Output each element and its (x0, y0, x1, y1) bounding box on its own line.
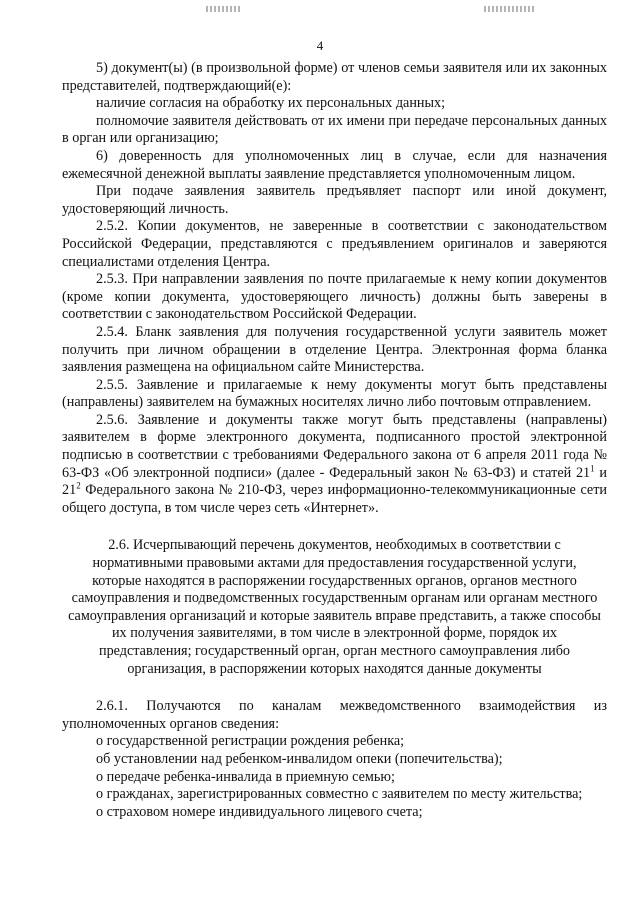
page-number: 4 (316, 38, 324, 53)
list-item: о страховом номере индивидуального лицевого счета; (96, 803, 423, 820)
paragraph-2-5-4: 2.5.4. Бланк заявления для получения государственной услуги заявитель может получить при личном обращении в отделение Центра. Электронная форма бланка заявления размещена на официальном сайте Министерства. (62, 323, 607, 376)
list-item: о гражданах, зарегистрированных совместно с заявителем по месту жительства; (96, 786, 583, 803)
paragraph-2-6-1: 2.6.1. Получаются по каналам межведомственного взаимодействия из уполномоченных органов сведения: (62, 698, 607, 732)
paragraph-item-6: 6) доверенность для уполномоченных лиц в случае, если для назначения ежемесячной денежной выплаты заявление представляется уполномоченным лицом. (62, 147, 607, 182)
paragraph-passport: При подаче заявления заявитель предъявляет паспорт или иной документ, удостоверяющий личность. (62, 183, 607, 217)
section-spacer (62, 678, 607, 698)
section-2-6-heading: 2.6. Исчерпывающий перечень документов, необходимых в соответствии с нормативными правовыми актами для предоставления государственной услуги, которые находятся в распоряжении государственных органов, органов местного самоуправления и подведомственных государственным органам или органам местного самоуправления организаций и которые заявитель вправе представить, а также способы их получения заявителями, в том числе в электронной форме, порядок их представления; государственный орган, орган местного самоуправления либо организация, в распоряжении которых находятся данные документы (68, 537, 601, 677)
paragraph-item-5: 5) документ(ы) (в произвольной форме) от членов семьи заявителя или их законных представителей, подтверждающий(е): (62, 60, 607, 94)
scan-artifact (206, 6, 240, 12)
superscript-1: 1 (590, 462, 595, 473)
paragraph-2-5-6 (62, 412, 607, 518)
list-item: об установлении над ребенком-инвалидом опеки (попечительства); (96, 750, 503, 767)
paragraph-2-5-6-mid: и 21 (62, 464, 608, 499)
superscript-2: 2 (76, 480, 81, 491)
paragraph-consent: наличие согласия на обработку их персональных данных; (96, 95, 446, 112)
paragraph-2-5-6-part-a: 2.5.6. Заявление и документы также могут быть представлены (направлены) заявителем в форме электронного документа, подписанного простой электронной подписью в соответствии с требованиями Федерального закона от 6 апреля 2011 года № 63-ФЗ «Об электронной подписи» (далее - Федеральный закон № 63-ФЗ) и статей 21 (62, 411, 607, 481)
paragraph-2-5-6-part-b: Федерального закона № 210-ФЗ, через информационно-телекоммуникационные сети общего доступа, в том числе через сеть «Интернет». (62, 482, 607, 516)
paragraph-2-5-2: 2.5.2. Копии документов, не заверенные в соответствии с законодательством Российской Федерации, представляются с предъявлением оригиналов и заверяются специалистами отделения Центра. (62, 218, 607, 270)
scan-artifact (484, 6, 534, 12)
section-spacer (62, 517, 607, 537)
paragraph-authority: полномочие заявителя действовать от их имени при передаче персональных данных в орган или организацию; (62, 112, 607, 147)
list-item: о передаче ребенка-инвалида в приемную семью; (96, 768, 395, 785)
document-body (62, 60, 607, 821)
paragraph-2-5-3: 2.5.3. При направлении заявления по почте прилагаемые к нему копии документов (кроме копии документа, удостоверяющего личность) должны быть заверены в соответствии с законодательством Российской Федерации. (62, 271, 607, 323)
paragraph-2-5-5: 2.5.5. Заявление и прилагаемые к нему документы могут быть представлены (направлены) заявителем на бумажных носителях лично либо почтовым отправлением. (62, 376, 607, 411)
info-list (62, 733, 607, 821)
list-item: о государственной регистрации рождения ребенка; (96, 733, 405, 750)
